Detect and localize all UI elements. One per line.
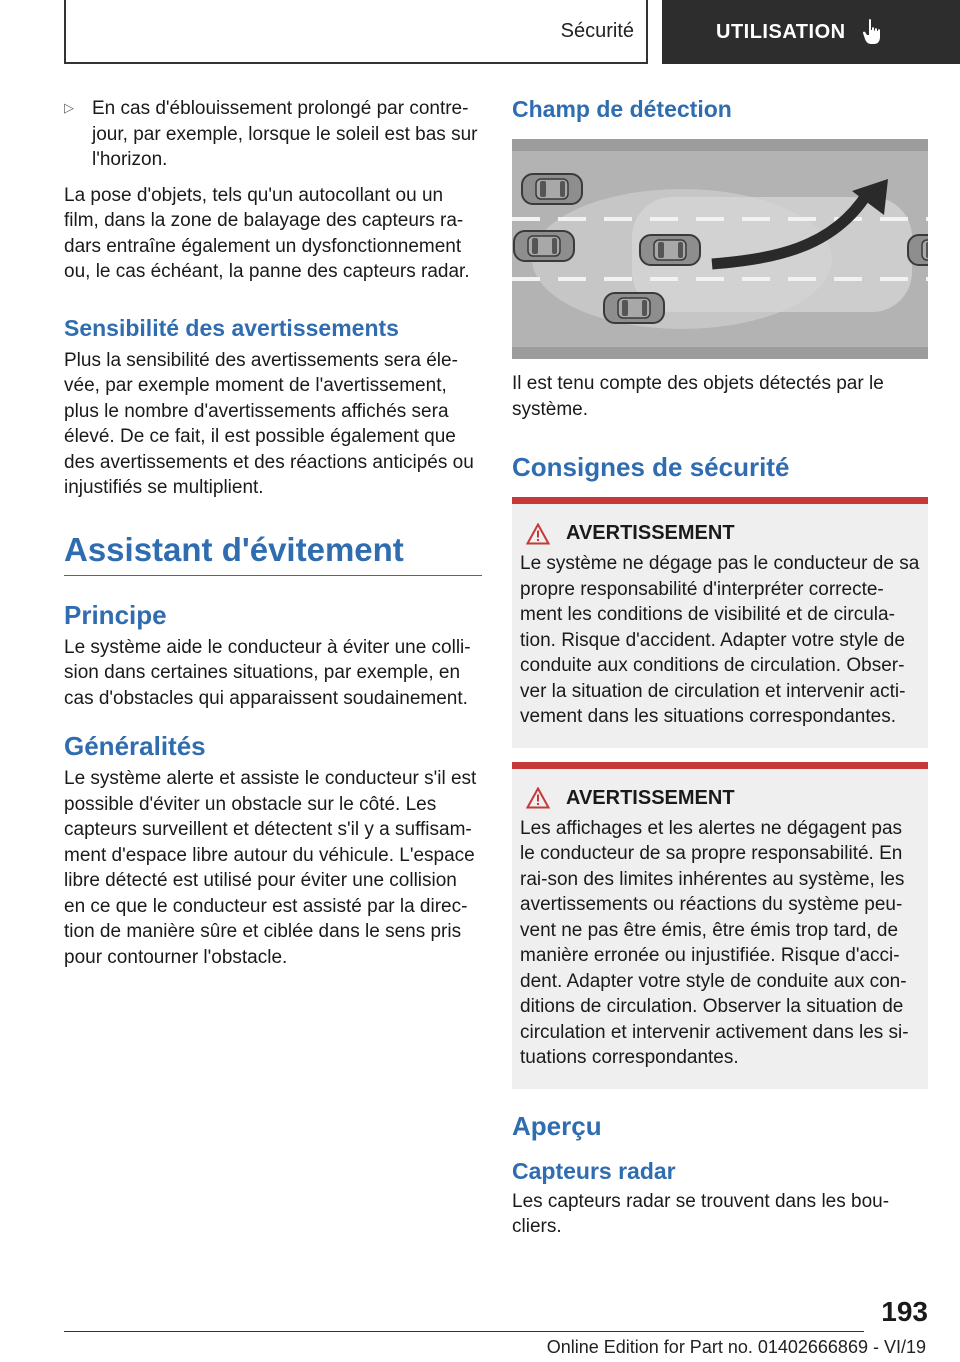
heading-overview: Aperçu <box>512 1110 602 1141</box>
header-section-box <box>64 0 648 64</box>
page-title: Assistant d'évitement <box>64 530 404 568</box>
warning-box <box>512 762 928 1089</box>
footer-divider <box>64 1331 864 1332</box>
header-chapter-tab <box>662 0 960 64</box>
hand-pointer-icon <box>862 18 884 46</box>
warning-header <box>526 787 922 810</box>
warning-title: AVERTISSEMENT <box>566 522 735 544</box>
heading-general: Généralités <box>64 731 206 761</box>
paragraph: Le système aide le conducteur à éviter une colli-sion dans certaines situations, par exemple, en cas d'obstacles qui apparaissent soudainement. <box>64 636 471 709</box>
header-chapter-title: UTILISATION <box>716 20 846 43</box>
paragraph: Il est tenu compte des objets détectés par le système. <box>512 373 884 420</box>
subheading-radar-sensors: Capteurs radar <box>512 1157 676 1184</box>
warning-box <box>512 497 928 748</box>
warning-text: Les affichages et les alertes ne dégagent pas le conducteur de sa propre responsabilité. En rai-son des limites inhérentes au système, les avertissements ou réactions du système peu-vent ne pas être émis, être émis trop tard, de manière erronée ou injustifiée. Risque d'acci-dent. Adapter votre style de conduite aux con-ditions de circulation. Observer la situation de circulation et intervenir activement dans les si-tuations correspondantes. <box>520 817 909 1068</box>
subheading-detection-field: Champ de détection <box>512 96 732 122</box>
page-number: 193 <box>881 1296 928 1327</box>
bullet-triangle-icon: ▷ <box>64 100 74 115</box>
footer-edition: Online Edition for Part no. 01402666869 - VI/19 <box>546 1337 926 1357</box>
heading-principle: Principe <box>64 599 167 630</box>
road-detection-illustration <box>512 139 928 359</box>
warning-title: AVERTISSEMENT <box>566 786 735 809</box>
main-heading-block <box>64 531 482 576</box>
right-column <box>512 96 928 1240</box>
paragraph: Plus la sensibilité des avertissements sera éle-vée, par exemple moment de l'avertissement, plus le nombre d'avertissements affichés sera élevé. De ce fait, il est possible également que des avertissements et des réactions anticipés ou injustifiés se multiplient. <box>64 349 474 498</box>
paragraph: La pose d'objets, tels qu'un autocollant ou un film, dans la zone de balayage des capteurs ra-dars entraîne également un dysfonctionnement ou, le cas échéant, la panne des capteurs radar. <box>64 184 470 282</box>
paragraph: Le système alerte et assiste le conducteur s'il est possible d'éviter un obstacle sur le côté. Les capteurs surveillent et détectent s'il y a suffisam-ment d'espace libre autour du véhicule. L'espace libre détecté est utilisé pour éviter une collision en ce que le conducteur est assisté par la direc-tion de manière sûre et ciblée dans le sens pris pour contourner l'obstacle. <box>64 768 477 968</box>
left-column <box>64 96 482 970</box>
subheading-sensitivity: Sensibilité des avertissements <box>64 314 399 341</box>
bullet-text: En cas d'éblouissement prolongé par contre-jour, par exemple, lorsque le soleil est bas sur l'horizon. <box>92 98 478 170</box>
header-section-title: Sécurité <box>560 19 634 42</box>
warning-triangle-icon <box>526 787 550 809</box>
warning-triangle-icon <box>526 523 550 545</box>
warning-header <box>526 522 922 545</box>
road-detection-illustration-svg <box>512 139 928 359</box>
warning-text: Le système ne dégage pas le conducteur de sa propre responsabilité d'interpréter correcte-ment les conditions de visibilité et de circula-tion. Risque d'accident. Adapter votre style de conduite aux conditions de circulation. Obser-ver la situation de circulation et intervenir acti-vement dans les situations correspondantes. <box>520 553 920 727</box>
heading-safety: Consignes de sécurité <box>512 452 790 482</box>
paragraph: Les capteurs radar se trouvent dans les bou-cliers. <box>512 1190 890 1237</box>
list-item <box>64 96 482 173</box>
